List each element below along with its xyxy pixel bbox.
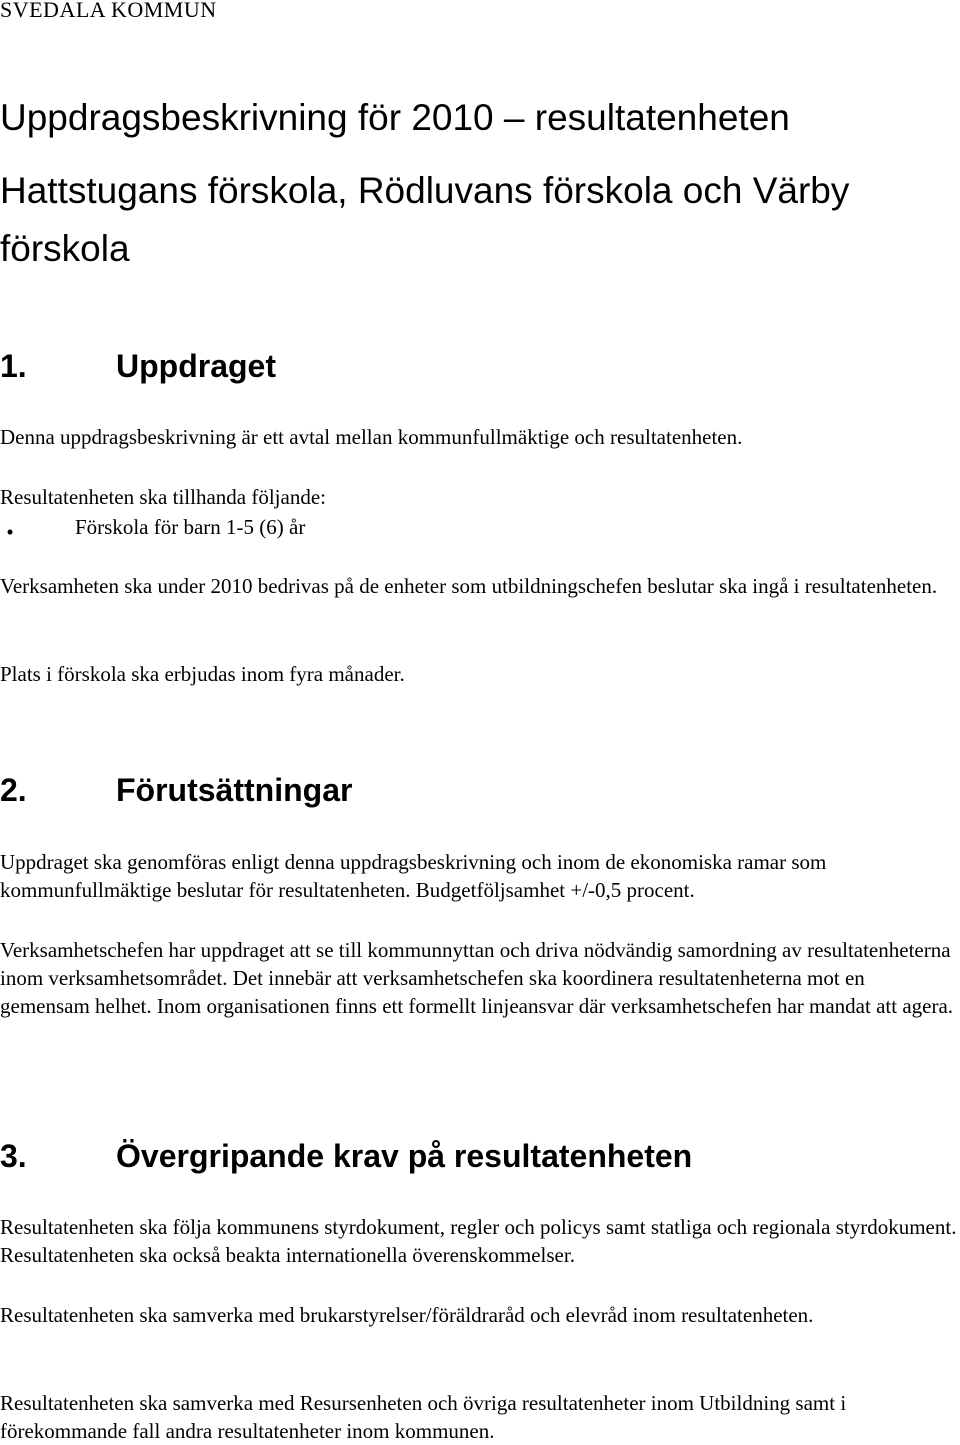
section-3-title: Övergripande krav på resultatenheten: [116, 1138, 693, 1174]
section-2-paragraph-2: Verksamhetschefen har uppdraget att se till kommunnyttan och driva nödvändig samordning av resultatenheterna inom verksamhetsområdet. Det innebär att verksamhetschefen ska koordinera resultatenheterna mot en gemensam helhet. Inom organisationen finns ett formellt linjeansvar där verksamhetschefen har mandat att agera.: [0, 938, 954, 1018]
section-1-paragraph-1: Verksamheten ska under 2010 bedrivas på de enheter som utbildningschefen beslutar ska ingå i resultatenheten.: [0, 574, 938, 598]
section-3-paragraph-1: Resultatenheten ska följa kommunens styrdokument, regler och policys samt statliga och regionala styrdokument. Resultatenheten ska också beakta internationella överenskommelser.: [0, 1215, 957, 1267]
section-1-title: Uppdraget: [116, 348, 276, 384]
bullet-item-text: Förskola för barn 1-5 (6) år: [75, 515, 306, 539]
section-3-paragraph-3: Resultatenheten ska samverka med Resursenheten och övriga resultatenheter inom Utbildning samt i förekommande fall andra resultatenheter inom kommunen.: [0, 1391, 847, 1443]
section-2-heading: [0, 770, 352, 810]
document-subtitle: Hattstugans förskola, Rödluvans förskola och Värby förskola: [0, 170, 850, 269]
section-1-number: 1.: [0, 348, 27, 384]
section-1-paragraph-2: Plats i förskola ska erbjudas inom fyra månader.: [0, 662, 405, 686]
document-title: Uppdragsbeskrivning för 2010 – resultatenheten: [0, 97, 790, 138]
bullet-icon: •: [6, 520, 14, 544]
organization-name: SVEDALA KOMMUN: [0, 0, 217, 22]
section-1-heading: [0, 346, 276, 386]
section-2-paragraph-1: Uppdraget ska genomföras enligt denna uppdragsbeskrivning och inom de ekonomiska ramar som kommunfullmäktige beslutar för resultatenheten. Budgetföljsamhet +/-0,5 procent.: [0, 850, 827, 902]
section-3-number: 3.: [0, 1138, 27, 1174]
section-2-title: Förutsättningar: [116, 772, 353, 808]
section-1-intro: Denna uppdragsbeskrivning är ett avtal mellan kommunfullmäktige och resultatenheten.: [0, 425, 743, 449]
section-3-paragraph-2: Resultatenheten ska samverka med brukarstyrelser/föräldraråd och elevråd inom resultatenheten.: [0, 1303, 814, 1327]
section-1-list-intro: Resultatenheten ska tillhanda följande:: [0, 485, 326, 509]
section-3-heading: [0, 1136, 692, 1176]
section-2-number: 2.: [0, 772, 27, 808]
